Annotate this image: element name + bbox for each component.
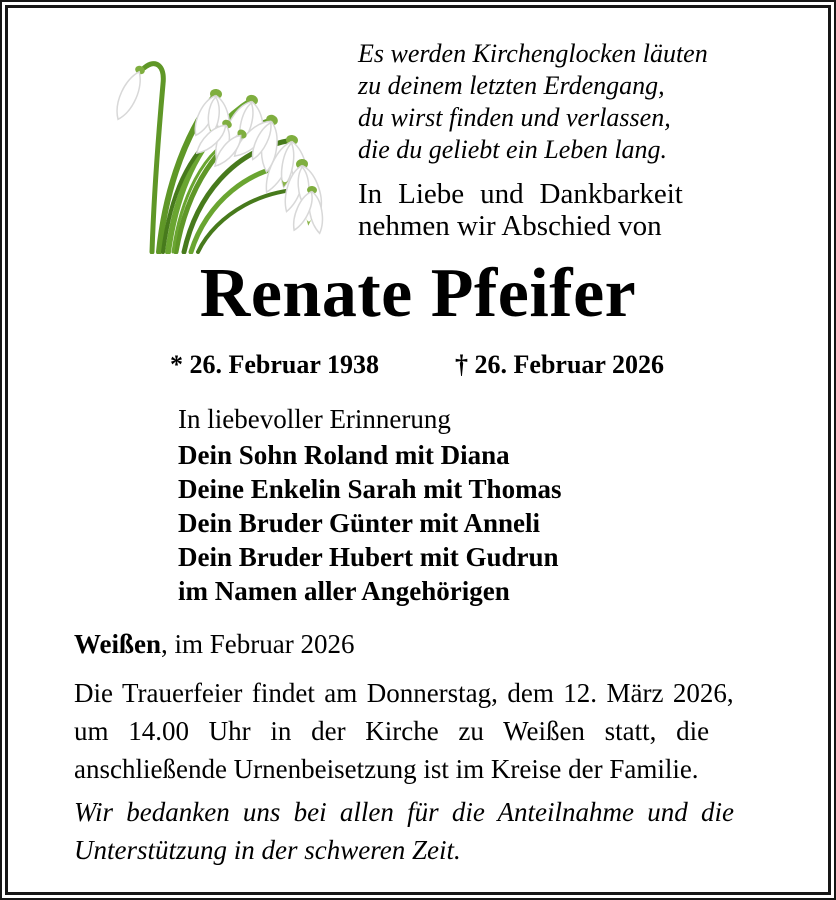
funeral-info-line: Die Trauerfeier findet am Donnerstag, dem 12. März 2026, (74, 678, 734, 708)
snowdrop-bouquet-icon (64, 22, 334, 254)
farewell-intro (358, 178, 683, 242)
place-date-line (74, 629, 355, 660)
memorial-poem (358, 38, 708, 166)
poem-line: zu deinem letzten Erdengang, (358, 71, 665, 100)
funeral-info-paragraph (74, 674, 774, 788)
poem-line: du wirst finden und verlassen, (358, 103, 671, 132)
death-date: † 26. Februar 2026 (455, 350, 664, 379)
thanks-line: Unterstützung in der schweren Zeit. (74, 835, 461, 865)
thanks-paragraph (74, 793, 774, 869)
place-date-rest: , im Februar 2026 (161, 629, 355, 659)
funeral-info-line: um 14.00 Uhr in der Kirche zu Weißen statt, die (74, 716, 710, 746)
farewell-intro-line: In Liebe und Dankbarkeit (358, 178, 683, 210)
mourner-line: Dein Bruder Hubert mit Gudrun (178, 542, 559, 572)
mourners-list (178, 438, 562, 608)
mourner-line: Deine Enkelin Sarah mit Thomas (178, 474, 562, 504)
memory-heading: In liebevoller Erinnerung (178, 404, 451, 434)
poem-line: Es werden Kirchenglocken läuten (358, 39, 708, 68)
birth-date: * 26. Februar 1938 (170, 350, 379, 379)
mourner-line: Dein Sohn Roland mit Diana (178, 440, 510, 470)
mourner-line: Dein Bruder Günter mit Anneli (178, 508, 541, 538)
mourner-line: im Namen aller Angehörigen (178, 576, 510, 606)
poem-line: die du geliebt ein Leben lang. (358, 135, 668, 164)
place-name: Weißen (74, 629, 162, 659)
funeral-info-line: anschließende Urnenbeisetzung ist im Kreise der Familie. (74, 754, 699, 784)
deceased-name: Renate Pfeifer (199, 255, 637, 332)
snowdrop-bouquet-image (64, 22, 334, 254)
thanks-line: Wir bedanken uns bei allen für die Anteilnahme und die (74, 797, 734, 827)
life-dates (170, 350, 664, 380)
farewell-intro-line: nehmen wir Abschied von (358, 210, 662, 242)
